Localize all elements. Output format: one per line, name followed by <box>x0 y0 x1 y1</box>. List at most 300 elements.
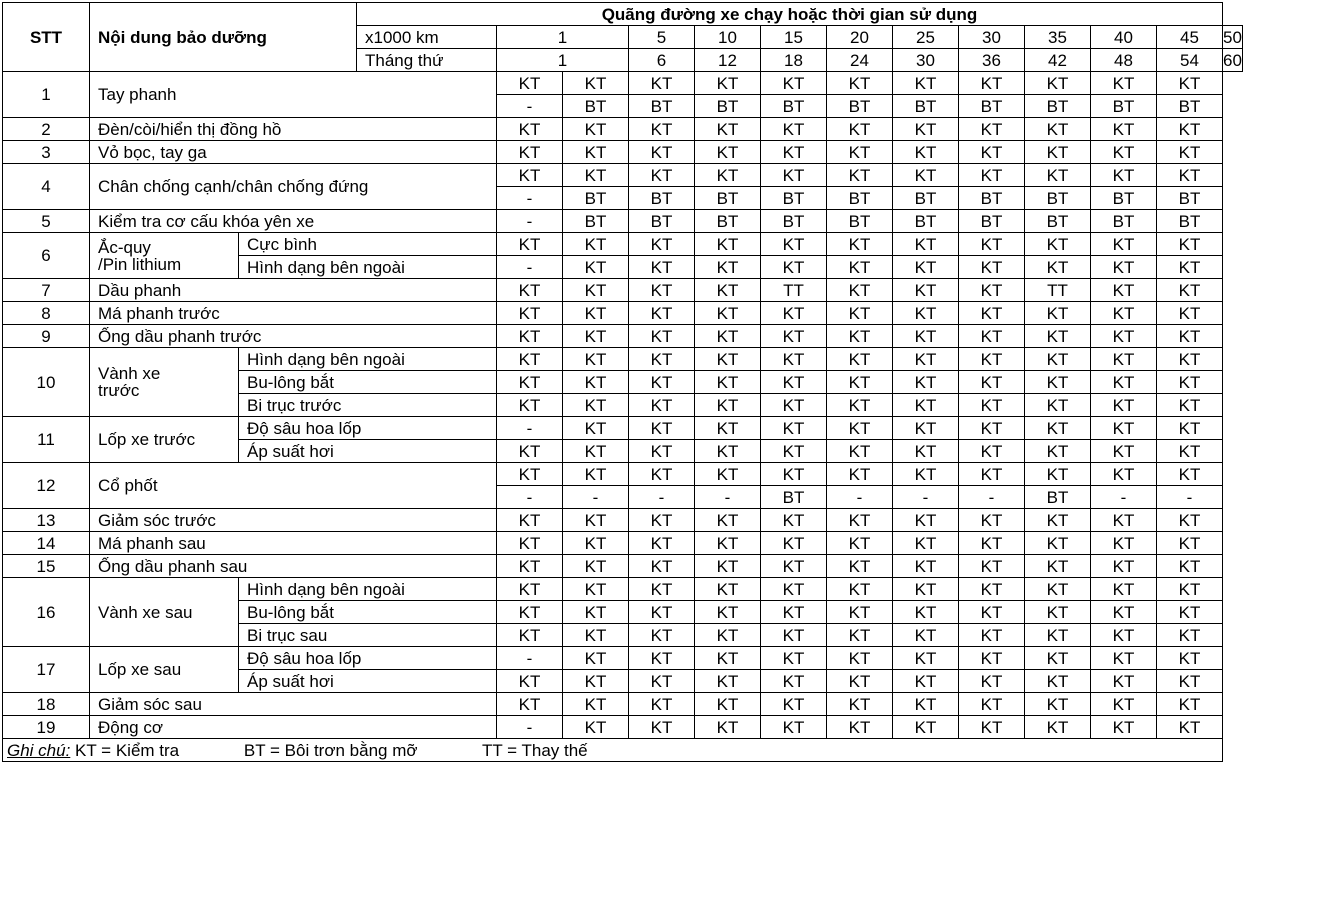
schedule-cell: KT <box>497 118 563 141</box>
schedule-cell: KT <box>959 440 1025 463</box>
schedule-cell: KT <box>893 463 959 486</box>
schedule-cell: KT <box>959 256 1025 279</box>
schedule-cell: KT <box>563 647 629 670</box>
schedule-cell: TT <box>761 279 827 302</box>
schedule-cell: KT <box>1157 325 1223 348</box>
schedule-cell: KT <box>695 509 761 532</box>
schedule-cell: KT <box>563 233 629 256</box>
schedule-cell: BT <box>629 210 695 233</box>
schedule-cell: BT <box>893 187 959 210</box>
table-row <box>3 325 1243 348</box>
schedule-cell: KT <box>827 555 893 578</box>
schedule-cell: KT <box>629 72 695 95</box>
schedule-cell: KT <box>1025 256 1091 279</box>
schedule-cell: KT <box>1157 440 1223 463</box>
schedule-cell: KT <box>629 670 695 693</box>
schedule-cell: BT <box>1091 187 1157 210</box>
schedule-cell: KT <box>1025 578 1091 601</box>
schedule-cell: KT <box>497 164 563 187</box>
header-group-title: Quãng đường xe chạy hoặc thời gian sử dụng <box>357 3 1223 26</box>
schedule-cell: KT <box>761 371 827 394</box>
schedule-cell: KT <box>959 716 1025 739</box>
schedule-cell: KT <box>497 141 563 164</box>
row-stt: 11 <box>3 417 90 463</box>
row-stt: 8 <box>3 302 90 325</box>
row-stt: 7 <box>3 279 90 302</box>
schedule-cell: KT <box>563 348 629 371</box>
header-km-value: 10 <box>695 26 761 49</box>
row-subitem: Cực bình <box>239 233 497 256</box>
schedule-cell: - <box>893 486 959 509</box>
row-stt: 1 <box>3 72 90 118</box>
schedule-cell: KT <box>1025 302 1091 325</box>
schedule-cell: KT <box>893 716 959 739</box>
row-subitem: Bu-lông bắt <box>239 601 497 624</box>
schedule-cell: KT <box>1157 141 1223 164</box>
schedule-cell: KT <box>1157 118 1223 141</box>
schedule-cell: KT <box>1091 348 1157 371</box>
schedule-cell: KT <box>563 624 629 647</box>
schedule-cell: BT <box>563 210 629 233</box>
schedule-cell: KT <box>827 532 893 555</box>
schedule-cell: KT <box>827 279 893 302</box>
schedule-cell: KT <box>629 509 695 532</box>
schedule-cell: KT <box>1091 256 1157 279</box>
row-name: Động cơ <box>90 716 497 739</box>
schedule-cell: KT <box>497 325 563 348</box>
schedule-cell: KT <box>1091 532 1157 555</box>
table-row <box>3 578 1243 601</box>
schedule-cell: BT <box>761 486 827 509</box>
schedule-cell: KT <box>761 141 827 164</box>
schedule-cell: KT <box>695 164 761 187</box>
schedule-cell: - <box>497 417 563 440</box>
schedule-cell: KT <box>1157 716 1223 739</box>
note-tt: TT = Thay thế <box>481 740 588 760</box>
schedule-cell: KT <box>893 417 959 440</box>
row-name: Tay phanh <box>90 72 497 118</box>
schedule-cell: BT <box>563 95 629 118</box>
schedule-cell: KT <box>695 440 761 463</box>
schedule-cell: KT <box>959 693 1025 716</box>
schedule-cell: KT <box>959 578 1025 601</box>
schedule-cell: KT <box>959 348 1025 371</box>
schedule-cell: KT <box>629 348 695 371</box>
table-row <box>3 118 1243 141</box>
schedule-cell: KT <box>893 624 959 647</box>
schedule-cell: KT <box>1157 302 1223 325</box>
schedule-cell: KT <box>893 555 959 578</box>
row-subitem: Áp suất hơi <box>239 670 497 693</box>
schedule-cell: KT <box>1091 509 1157 532</box>
row-name: Cổ phốt <box>90 463 497 509</box>
row-name: Kiểm tra cơ cấu khóa yên xe <box>90 210 497 233</box>
schedule-cell: KT <box>959 509 1025 532</box>
row-name: Má phanh sau <box>90 532 497 555</box>
schedule-cell: KT <box>893 532 959 555</box>
schedule-cell: KT <box>1091 164 1157 187</box>
row-name: Má phanh trước <box>90 302 497 325</box>
header-km-value: 30 <box>959 26 1025 49</box>
schedule-cell: KT <box>761 394 827 417</box>
schedule-cell: KT <box>497 394 563 417</box>
schedule-cell: KT <box>1157 532 1223 555</box>
schedule-cell: KT <box>629 164 695 187</box>
schedule-cell: KT <box>827 302 893 325</box>
row-stt: 14 <box>3 532 90 555</box>
row-name: Ống dầu phanh trước <box>90 325 497 348</box>
header-row-title <box>3 3 1243 26</box>
table-row <box>3 716 1243 739</box>
row-name: Giảm sóc trước <box>90 509 497 532</box>
schedule-cell: KT <box>629 325 695 348</box>
schedule-cell: KT <box>1091 716 1157 739</box>
schedule-cell: BT <box>761 187 827 210</box>
schedule-cell: KT <box>497 348 563 371</box>
schedule-cell: KT <box>1091 72 1157 95</box>
row-subitem: Độ sâu hoa lốp <box>239 647 497 670</box>
schedule-cell: KT <box>563 279 629 302</box>
header-content: Nội dung bảo dưỡng <box>90 3 357 72</box>
schedule-cell: KT <box>893 72 959 95</box>
schedule-cell: BT <box>1157 95 1223 118</box>
schedule-cell: KT <box>761 72 827 95</box>
schedule-cell: KT <box>893 233 959 256</box>
schedule-cell: KT <box>761 118 827 141</box>
schedule-cell: KT <box>893 348 959 371</box>
schedule-cell: KT <box>695 325 761 348</box>
row-name: Ống dầu phanh sau <box>90 555 497 578</box>
schedule-cell: KT <box>1025 348 1091 371</box>
schedule-cell: KT <box>1157 394 1223 417</box>
schedule-cell: KT <box>959 417 1025 440</box>
schedule-cell: KT <box>695 647 761 670</box>
schedule-cell: KT <box>629 256 695 279</box>
row-name: Lốp xe trước <box>90 417 239 463</box>
schedule-cell: KT <box>959 371 1025 394</box>
schedule-cell: KT <box>497 72 563 95</box>
table-row <box>3 348 1243 371</box>
schedule-cell: KT <box>761 578 827 601</box>
schedule-cell: KT <box>497 578 563 601</box>
schedule-cell: KT <box>1025 509 1091 532</box>
schedule-cell: KT <box>629 279 695 302</box>
schedule-cell: KT <box>761 509 827 532</box>
schedule-cell: KT <box>1157 601 1223 624</box>
schedule-cell: KT <box>497 509 563 532</box>
schedule-cell: BT <box>1157 187 1223 210</box>
schedule-cell: KT <box>629 417 695 440</box>
schedule-cell: KT <box>893 578 959 601</box>
schedule-cell: KT <box>827 118 893 141</box>
schedule-cell: KT <box>695 555 761 578</box>
schedule-cell: KT <box>1157 371 1223 394</box>
row-stt: 2 <box>3 118 90 141</box>
schedule-cell: KT <box>629 624 695 647</box>
schedule-cell: KT <box>1025 601 1091 624</box>
schedule-cell: KT <box>893 164 959 187</box>
schedule-cell: KT <box>893 601 959 624</box>
schedule-cell: KT <box>959 670 1025 693</box>
schedule-cell: KT <box>695 532 761 555</box>
schedule-cell: KT <box>893 693 959 716</box>
schedule-cell: KT <box>893 371 959 394</box>
table-row <box>3 555 1243 578</box>
schedule-cell: KT <box>563 463 629 486</box>
schedule-cell: KT <box>1157 509 1223 532</box>
schedule-cell: KT <box>497 555 563 578</box>
schedule-cell: KT <box>563 141 629 164</box>
schedule-cell: KT <box>959 624 1025 647</box>
schedule-cell: - <box>497 716 563 739</box>
schedule-cell: KT <box>629 233 695 256</box>
schedule-cell: KT <box>695 302 761 325</box>
schedule-cell: KT <box>827 716 893 739</box>
row-subitem: Độ sâu hoa lốp <box>239 417 497 440</box>
schedule-cell: KT <box>563 693 629 716</box>
schedule-cell: KT <box>893 440 959 463</box>
schedule-cell: KT <box>761 693 827 716</box>
schedule-cell: KT <box>1091 670 1157 693</box>
schedule-cell: KT <box>1025 693 1091 716</box>
schedule-cell: KT <box>827 624 893 647</box>
schedule-cell: KT <box>1025 440 1091 463</box>
schedule-cell: BT <box>1025 187 1091 210</box>
schedule-cell: KT <box>959 233 1025 256</box>
schedule-cell: KT <box>959 532 1025 555</box>
schedule-cell: - <box>1091 486 1157 509</box>
row-name: Lốp xe sau <box>90 647 239 693</box>
schedule-cell: KT <box>827 509 893 532</box>
schedule-cell: KT <box>761 256 827 279</box>
schedule-cell: KT <box>893 647 959 670</box>
row-name: Ắc-quy /Pin lithium <box>90 233 239 279</box>
schedule-cell: KT <box>761 325 827 348</box>
table-row <box>3 647 1243 670</box>
schedule-cell: KT <box>563 509 629 532</box>
schedule-cell: KT <box>761 601 827 624</box>
schedule-cell: KT <box>1157 555 1223 578</box>
table-row <box>3 141 1243 164</box>
schedule-cell: BT <box>695 210 761 233</box>
schedule-cell: KT <box>1091 325 1157 348</box>
schedule-cell: KT <box>893 394 959 417</box>
schedule-cell: BT <box>761 210 827 233</box>
schedule-cell: KT <box>497 601 563 624</box>
schedule-cell: KT <box>893 279 959 302</box>
schedule-cell: - <box>563 486 629 509</box>
schedule-cell: KT <box>497 279 563 302</box>
table-row <box>3 509 1243 532</box>
schedule-cell: KT <box>497 532 563 555</box>
header-km-value: 25 <box>893 26 959 49</box>
schedule-cell: KT <box>761 647 827 670</box>
schedule-cell: KT <box>1025 325 1091 348</box>
table-row <box>3 693 1243 716</box>
header-month-value: 42 <box>1025 49 1091 72</box>
schedule-cell: KT <box>563 72 629 95</box>
schedule-cell: KT <box>497 670 563 693</box>
schedule-cell: KT <box>695 693 761 716</box>
schedule-cell: KT <box>563 440 629 463</box>
schedule-cell: KT <box>827 693 893 716</box>
header-month-value: 48 <box>1091 49 1157 72</box>
schedule-cell: BT <box>695 95 761 118</box>
row-name: Vành xe sau <box>90 578 239 647</box>
table-row <box>3 164 1243 187</box>
schedule-cell: BT <box>827 95 893 118</box>
schedule-cell: KT <box>563 302 629 325</box>
schedule-cell: BT <box>893 210 959 233</box>
row-stt: 9 <box>3 325 90 348</box>
schedule-cell: KT <box>1157 348 1223 371</box>
schedule-cell: KT <box>1091 555 1157 578</box>
schedule-cell: - <box>695 486 761 509</box>
maintenance-schedule-table <box>2 2 1243 762</box>
row-subitem: Hình dạng bên ngoài <box>239 348 497 371</box>
schedule-cell: KT <box>827 647 893 670</box>
header-km-value: 5 <box>629 26 695 49</box>
schedule-cell: KT <box>1025 670 1091 693</box>
note-label: Ghi chú: <box>7 740 71 760</box>
row-stt: 4 <box>3 164 90 210</box>
schedule-cell: BT <box>1025 486 1091 509</box>
legend-note <box>3 739 1223 762</box>
schedule-cell: KT <box>695 371 761 394</box>
schedule-cell: KT <box>1091 578 1157 601</box>
schedule-cell: KT <box>761 348 827 371</box>
schedule-cell: KT <box>629 141 695 164</box>
schedule-cell: KT <box>497 302 563 325</box>
schedule-cell: KT <box>695 256 761 279</box>
schedule-cell: KT <box>1025 716 1091 739</box>
header-km-label: x1000 km <box>357 26 497 49</box>
header-month-label: Tháng thứ <box>357 49 497 72</box>
schedule-cell: BT <box>629 95 695 118</box>
schedule-cell: KT <box>1025 532 1091 555</box>
header-month-value: 12 <box>695 49 761 72</box>
schedule-cell: KT <box>1157 693 1223 716</box>
schedule-cell: KT <box>563 670 629 693</box>
schedule-cell: KT <box>959 141 1025 164</box>
note-row <box>3 739 1243 762</box>
schedule-cell: - <box>497 486 563 509</box>
schedule-cell: KT <box>959 647 1025 670</box>
table-row <box>3 279 1243 302</box>
schedule-cell: KT <box>827 417 893 440</box>
row-stt: 3 <box>3 141 90 164</box>
note-kt: KT = Kiểm tra <box>75 740 180 760</box>
schedule-cell: KT <box>827 164 893 187</box>
schedule-cell: KT <box>1091 440 1157 463</box>
schedule-cell: KT <box>1091 417 1157 440</box>
schedule-cell: BT <box>1091 95 1157 118</box>
schedule-cell: KT <box>695 716 761 739</box>
schedule-cell: KT <box>827 670 893 693</box>
schedule-cell: KT <box>629 302 695 325</box>
schedule-cell: KT <box>563 716 629 739</box>
schedule-cell: - <box>959 486 1025 509</box>
schedule-cell: KT <box>695 463 761 486</box>
schedule-cell: KT <box>695 601 761 624</box>
schedule-cell: KT <box>695 624 761 647</box>
schedule-cell: KT <box>893 302 959 325</box>
schedule-cell: KT <box>1025 164 1091 187</box>
schedule-cell: KT <box>827 371 893 394</box>
row-stt: 12 <box>3 463 90 509</box>
schedule-cell: - <box>497 210 563 233</box>
schedule-cell: KT <box>1157 256 1223 279</box>
header-month-value: 6 <box>629 49 695 72</box>
schedule-cell: - <box>497 256 563 279</box>
schedule-cell: KT <box>761 716 827 739</box>
schedule-cell: KT <box>827 256 893 279</box>
row-subitem: Bu-lông bắt <box>239 371 497 394</box>
row-stt: 16 <box>3 578 90 647</box>
schedule-cell: BT <box>629 187 695 210</box>
schedule-cell: KT <box>629 118 695 141</box>
schedule-cell: KT <box>1157 233 1223 256</box>
schedule-cell: KT <box>1091 601 1157 624</box>
schedule-cell: KT <box>629 601 695 624</box>
schedule-cell: KT <box>959 325 1025 348</box>
schedule-cell: KT <box>827 440 893 463</box>
schedule-cell: BT <box>959 210 1025 233</box>
schedule-cell: KT <box>827 463 893 486</box>
schedule-cell: KT <box>497 463 563 486</box>
schedule-cell: KT <box>893 670 959 693</box>
schedule-cell: BT <box>563 187 629 210</box>
schedule-cell: KT <box>1025 555 1091 578</box>
schedule-cell: KT <box>695 417 761 440</box>
schedule-cell: BT <box>959 187 1025 210</box>
schedule-cell: KT <box>629 647 695 670</box>
schedule-cell: KT <box>1025 417 1091 440</box>
schedule-cell: KT <box>563 325 629 348</box>
schedule-cell: KT <box>695 279 761 302</box>
schedule-cell: KT <box>761 463 827 486</box>
schedule-cell: KT <box>1025 624 1091 647</box>
schedule-cell: KT <box>695 578 761 601</box>
schedule-cell: KT <box>827 325 893 348</box>
table-row <box>3 233 1243 256</box>
schedule-cell: KT <box>1157 164 1223 187</box>
schedule-cell: KT <box>761 532 827 555</box>
schedule-cell: BT <box>827 187 893 210</box>
row-subitem: Hình dạng bên ngoài <box>239 256 497 279</box>
schedule-cell: KT <box>893 141 959 164</box>
schedule-cell: KT <box>563 118 629 141</box>
schedule-cell: KT <box>695 233 761 256</box>
schedule-cell: BT <box>695 187 761 210</box>
schedule-cell: KT <box>761 624 827 647</box>
schedule-cell: KT <box>1157 463 1223 486</box>
schedule-cell: TT <box>1025 279 1091 302</box>
row-name: Giảm sóc sau <box>90 693 497 716</box>
schedule-cell: KT <box>563 532 629 555</box>
schedule-cell: KT <box>761 302 827 325</box>
schedule-cell: KT <box>695 118 761 141</box>
schedule-cell: KT <box>1157 578 1223 601</box>
schedule-cell: KT <box>1091 647 1157 670</box>
schedule-cell: KT <box>1091 141 1157 164</box>
row-stt: 13 <box>3 509 90 532</box>
row-subitem: Bi trục trước <box>239 394 497 417</box>
schedule-cell: KT <box>629 693 695 716</box>
schedule-cell: KT <box>827 348 893 371</box>
schedule-cell: KT <box>563 555 629 578</box>
schedule-cell: KT <box>959 463 1025 486</box>
